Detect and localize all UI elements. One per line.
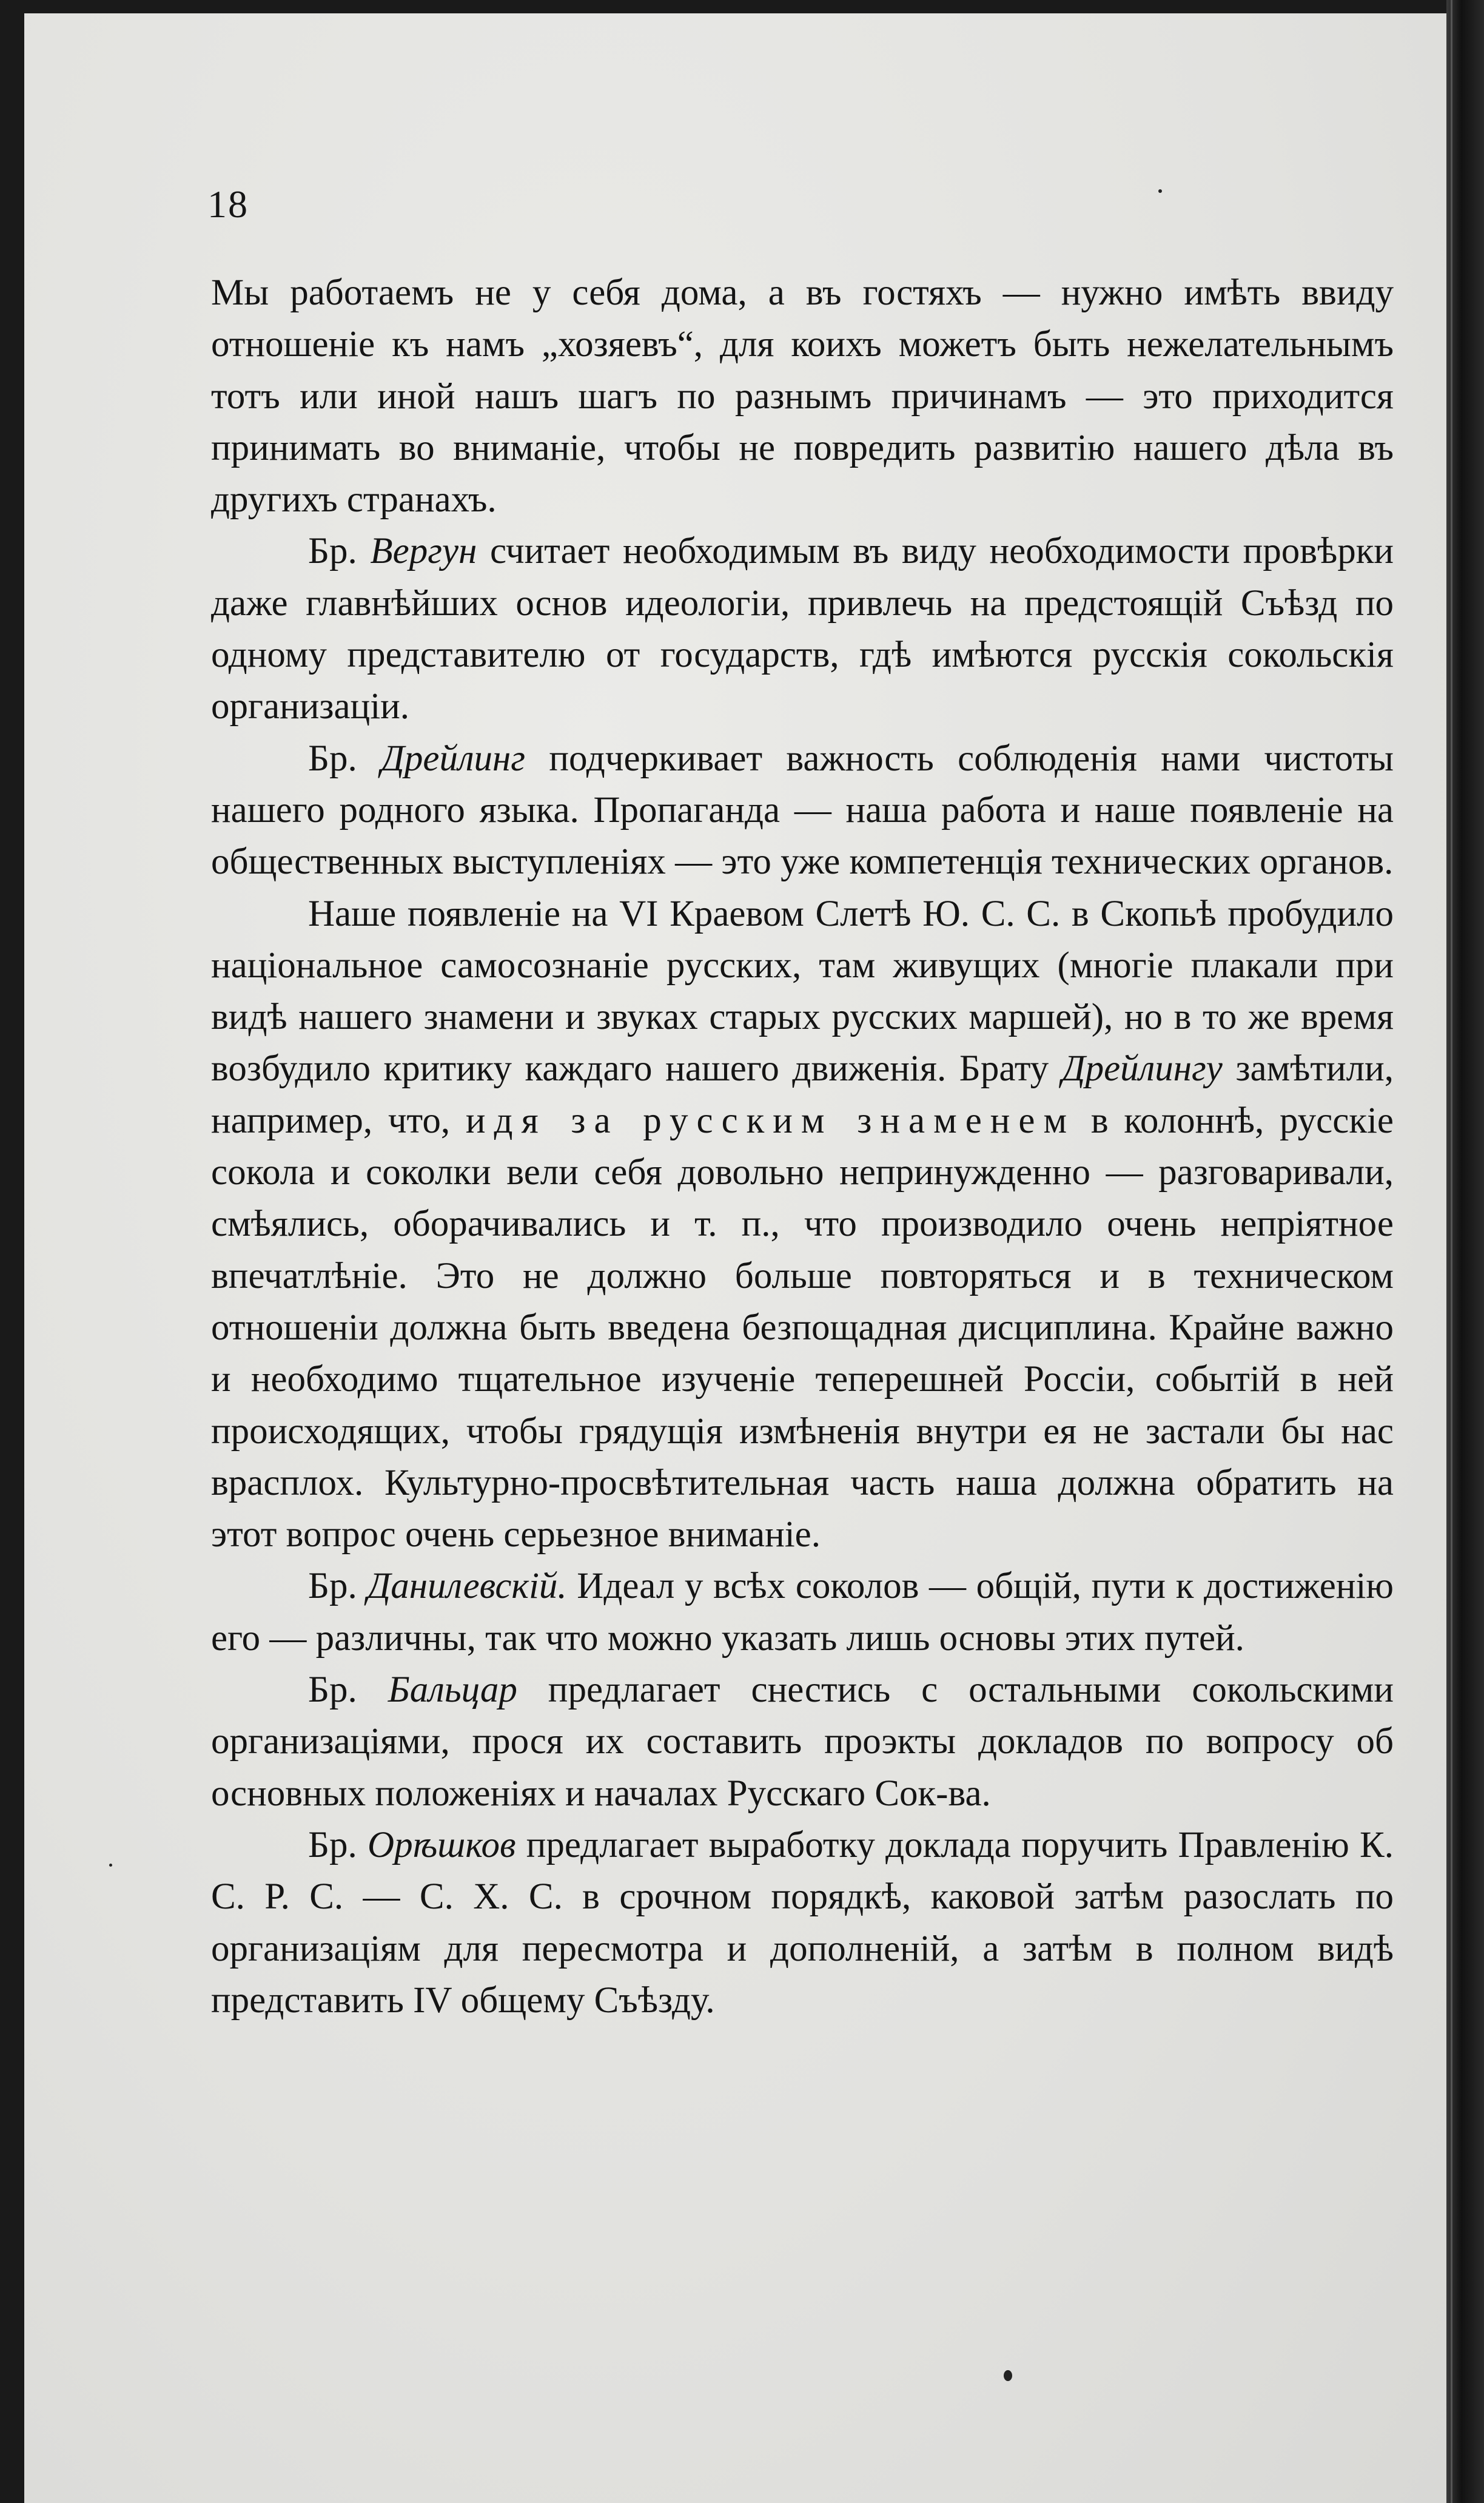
paragraph-text: предлагает выработку доклада поручить Правленію К. С. Р. С. — С. Х. С. в срочном порядкѣ, каковой затѣм разослать по организаціям для пересмотра и дополненій, а затѣм в полном видѣ представить IV общему Съѣзду.	[211, 1824, 1394, 2021]
paragraph-text: замѣтили, например, что,	[211, 1048, 1394, 1141]
page-number: 18	[207, 183, 249, 226]
paragraph-text: считает необходимым въ виду необходимости провѣрки даже главнѣйших основ идеологіи, привлечь на предстоящій Съѣзд по одному представителю от государств, гдѣ имѣются русскія сокольскія организаціи.	[211, 531, 1394, 727]
speck	[1158, 189, 1162, 193]
speaker-name: Вергун	[370, 531, 477, 572]
paragraph	[211, 1664, 1394, 1819]
paragraph-text: Наше появленіе на VI Краевом Слетѣ Ю. С. С. в Скопьѣ пробудило національное самосознаніе русских, там живущих (многіе плакали при видѣ нашего знамени и звуках старых русских маршей), но в то же время возбудило критику каждаго нашего движенія. Брату	[211, 893, 1394, 1090]
paragraph-text: Бр.	[308, 1669, 388, 1711]
paragraph	[211, 1560, 1394, 1664]
paragraph-text: предлагает снестись с остальными сокольскими организаціями, прося их составить проэкты докладов по вопросу об основных положеніях и началах Русскаго Сок-ва.	[211, 1669, 1394, 1814]
paragraph-text: в колоннѣ, русскіе сокола и соколки вели себя довольно непринужденно — разговаривали, смѣялись, оборачивались и т. п., что производило очень непріятное впечатлѣніе. Это не должно больше повторяться и в техническом отношеніи должна быть введена безпощадная дисциплина. Крайне важно и необходимо тщательное изученіе теперешней Россіи, событій в ней происходящих, чтобы грядущія измѣненія внутри ея не застали бы нас врасплох. Культурно-просвѣтительная часть наша должна обратить на этот вопрос очень серьезное вниманіе.	[211, 1100, 1394, 1555]
speck	[109, 1864, 112, 1867]
body-text	[211, 267, 1394, 2026]
emphasized-text: идя за русским знаменем	[465, 1100, 1076, 1141]
paragraph: Мы работаемъ не у себя дома, а въ гостяхъ — нужно имѣть ввиду отношеніе къ намъ „хозяевъ“, для коихъ можетъ быть нежелательнымъ тотъ или иной нашъ шагъ по разнымъ причинамъ — это приходится принимать во вниманіе, чтобы не повредить развитію нашего дѣла въ другихъ странахъ.	[211, 272, 1394, 520]
paragraph-text: Бр.	[308, 1824, 368, 1865]
paragraph-text: Идеал у всѣх соколов — общій, пути к достиженію его — различны, так что можно указать лишь основы этих путей.	[211, 1566, 1394, 1659]
book-edge-line	[1451, 0, 1452, 2503]
speaker-name: Бальцар	[388, 1669, 517, 1711]
speaker-name: Данилевскій.	[367, 1566, 567, 1607]
paragraph	[211, 525, 1394, 732]
speck	[1004, 2370, 1012, 2381]
paragraph	[211, 733, 1394, 888]
paragraph-text: Бр.	[308, 531, 371, 572]
paragraph-text: подчеркивает важность соблюденія нами чистоты нашего родного языка. Пропаганда — наша работа и наше появленіе на общественных выступленіях — это уже компетенція технических органов.	[211, 738, 1394, 883]
speaker-name: Дрейлинг	[381, 738, 526, 779]
paragraph-text: Бр.	[308, 738, 381, 779]
speaker-name: Дрейлингу	[1061, 1048, 1223, 1090]
paragraph-text: Бр.	[308, 1566, 368, 1607]
paragraph	[211, 888, 1394, 1561]
paragraph	[211, 1819, 1394, 2026]
speaker-name: Орѣшков	[368, 1824, 516, 1865]
